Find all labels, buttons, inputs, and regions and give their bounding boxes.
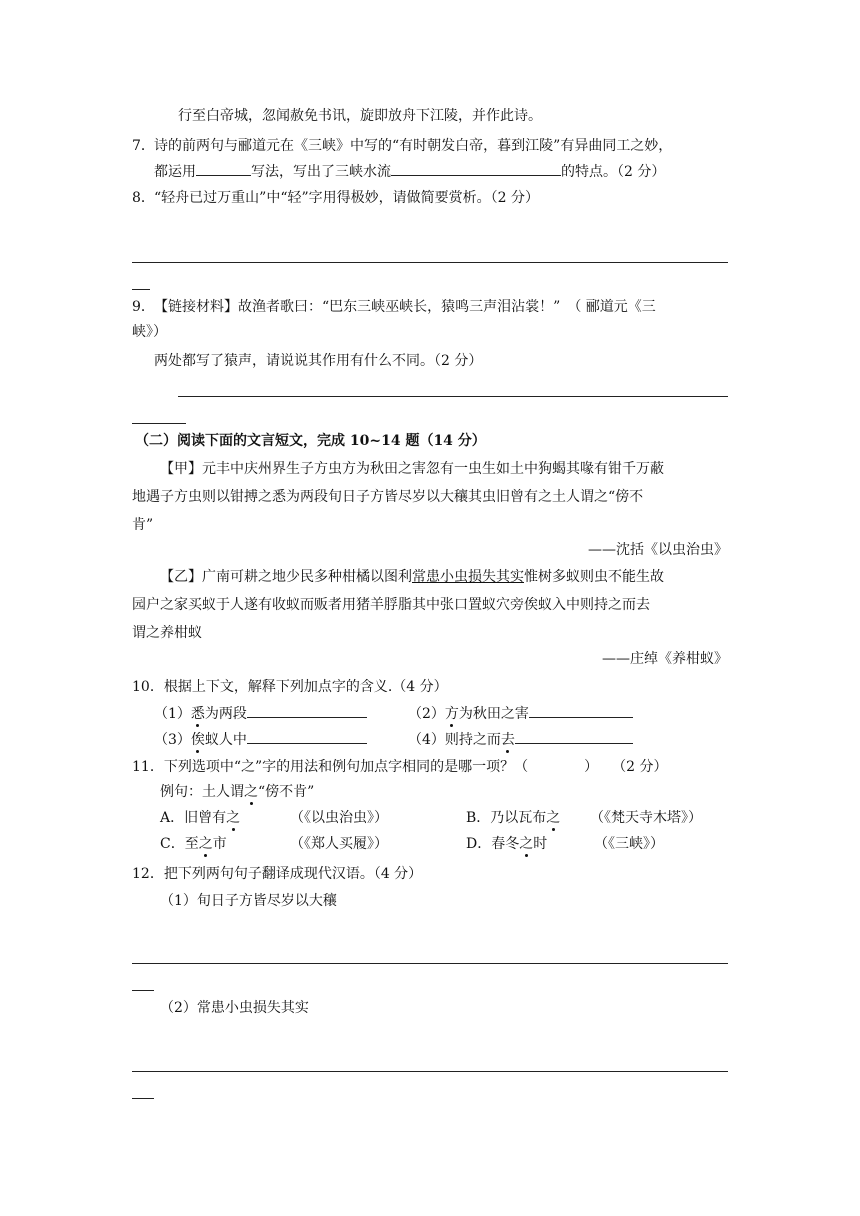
question-7-text-c: 的特点。（2 分） — [561, 164, 666, 180]
answer-line-continuation[interactable] — [132, 990, 154, 991]
passage-yi-text-c: 惟树多蚁则虫不能生故 — [524, 569, 664, 585]
option-c-source: （《郑人买履》） — [290, 836, 388, 852]
question-number: 8． — [132, 190, 155, 206]
example-text: “傍不肯” — [258, 784, 315, 800]
passage-jia-line-2: 地遇子方虫则以钳搏之悉为两段旬日子方皆尽岁以大穰其虫旧曾有之土人谓之“傍不 — [132, 489, 644, 505]
question-number: 9． — [132, 299, 155, 315]
answer-line[interactable] — [132, 963, 728, 964]
dotted-char: 之 — [244, 784, 258, 800]
option-text: 市 — [212, 836, 227, 852]
item-prefix: （3） — [154, 732, 191, 748]
answer-line-continuation[interactable] — [132, 289, 150, 290]
passage-yi-line-2: 园户之家买蚁于人遂有收蚁而贩者用猪羊脬脂其中张口置蚁穴旁俟蚁入中则持之而去 — [132, 597, 650, 613]
option-a-source: （《以虫治虫》） — [290, 810, 388, 826]
question-7-text-b: 写法，写出了三峡水流 — [251, 164, 391, 180]
q12-sentence-1: （1）旬日子方皆尽岁以大穰 — [160, 893, 337, 909]
q10-item-1 — [154, 703, 367, 724]
question-9-line-1 — [132, 297, 656, 317]
option-c[interactable] — [160, 834, 227, 854]
answer-line[interactable] — [132, 1071, 728, 1072]
question-8-text: “轻舟已过万重山”中“轻”字用得极妙，请做简要赏析。（2 分） — [154, 190, 539, 206]
option-d-source: （《三峡》） — [594, 836, 664, 852]
underlined-phrase: 常患小虫损失其实 — [412, 569, 524, 585]
answer-blank[interactable] — [529, 703, 633, 718]
question-12 — [132, 864, 422, 884]
question-9-text: 【链接材料】故渔者歌曰：“巴东三峡巫峡长，猿鸣三声泪沾裳！” （ 郦道元《三 — [154, 299, 656, 315]
answer-line[interactable] — [132, 262, 728, 263]
passage-yi-line-3: 谓之养柑蚁 — [132, 625, 202, 641]
option-label: C． — [160, 836, 185, 852]
dotted-char: 去 — [500, 732, 515, 748]
dotted-char: 俟 — [190, 732, 205, 748]
q10-item-4 — [408, 729, 633, 750]
passage-jia-source: ——沈括《以虫治虫》 — [588, 542, 728, 558]
passage-jia-line-3: 肯” — [132, 517, 154, 533]
question-10-text: 根据上下文，解释下列加点字的含义.（4 分） — [163, 679, 448, 695]
option-b-source: （《梵天寺木塔》） — [590, 810, 702, 826]
question-number: 10． — [132, 679, 164, 695]
answer-blank[interactable] — [247, 703, 367, 718]
section-2-heading: （二）阅读下面的文言短文，完成 10~14 题（14 分） — [135, 433, 486, 449]
item-prefix: （1） — [154, 706, 191, 722]
q12-sentence-2: （2）常患小虫损失其实 — [160, 1000, 309, 1016]
option-text: 乃以瓦布 — [490, 810, 547, 826]
q10-item-2 — [408, 703, 633, 724]
option-text: 旧曾有 — [184, 810, 227, 826]
question-11-text: 下列选项中“之”字的用法和例句加点字相同的是哪一项？（ ） （2 分） — [163, 759, 668, 775]
question-number: 11． — [132, 759, 164, 775]
option-label: B． — [466, 810, 491, 826]
option-text: 时 — [533, 836, 548, 852]
question-7-line-2 — [154, 161, 665, 182]
option-d[interactable] — [466, 834, 547, 854]
question-7-text: 诗的前两句与郦道元在《三峡》中写的“有时朝发白帝，暮到江陵”有异曲同工之妙， — [154, 138, 673, 154]
answer-line-continuation[interactable] — [132, 1098, 154, 1099]
question-number: 7． — [132, 138, 155, 154]
answer-line-continuation[interactable] — [132, 423, 186, 424]
answer-blank-technique[interactable] — [196, 161, 251, 176]
answer-blank[interactable] — [515, 729, 633, 744]
option-text: 至 — [184, 836, 199, 852]
passage-yi-source: ——庄绰《养柑蚁》 — [602, 651, 728, 667]
passage-yi-line-1 — [160, 567, 664, 587]
answer-blank[interactable] — [247, 729, 367, 744]
question-number: 12． — [132, 866, 164, 882]
question-10 — [132, 677, 448, 697]
example-text: 例句：土人谓 — [160, 784, 244, 800]
answer-blank-feature[interactable] — [391, 161, 561, 176]
question-9-line-2: 峡》） — [132, 324, 167, 340]
question-12-text: 把下列两句句子翻译成现代汉语。（4 分） — [163, 866, 423, 882]
question-8 — [132, 188, 539, 208]
item-text: 为两段 — [204, 706, 247, 722]
answer-line[interactable] — [178, 396, 728, 397]
item-text: 蚁人中 — [204, 732, 247, 748]
option-b[interactable] — [466, 808, 560, 828]
dotted-char: 之 — [198, 836, 213, 852]
poem-note: 行至白帝城，忽闻赦免书讯，旋即放舟下江陵，并作此诗。 — [178, 108, 542, 124]
dotted-char: 之 — [546, 810, 561, 826]
dotted-char: 之 — [226, 810, 241, 826]
question-11 — [132, 757, 668, 777]
item-prefix: （4）则持之而 — [408, 732, 501, 748]
option-text: 春冬 — [491, 836, 520, 852]
item-prefix: （2） — [408, 706, 445, 722]
q11-example — [160, 782, 314, 802]
dotted-char: 方 — [444, 706, 459, 722]
passage-jia-line-1: 【甲】元丰中庆州界生子方虫方为秋田之害忽有一虫生如土中狗蝎其喙有钳千万蔽 — [160, 461, 664, 477]
passage-yi-text-a: 【乙】广南可耕之地少民多种柑橘以图利 — [160, 569, 412, 585]
question-9-line-3: 两处都写了猿声，请说说其作用有什么不同。（2 分） — [154, 353, 483, 369]
question-7-text-a: 都运用 — [154, 164, 196, 180]
option-a[interactable] — [160, 808, 240, 828]
item-text: 为秋田之害 — [458, 706, 529, 722]
question-7-line-1 — [132, 136, 672, 156]
q10-item-3 — [154, 729, 367, 750]
option-label: A． — [160, 810, 185, 826]
dotted-char: 悉 — [190, 706, 205, 722]
option-label: D． — [466, 836, 492, 852]
dotted-char: 之 — [519, 836, 534, 852]
